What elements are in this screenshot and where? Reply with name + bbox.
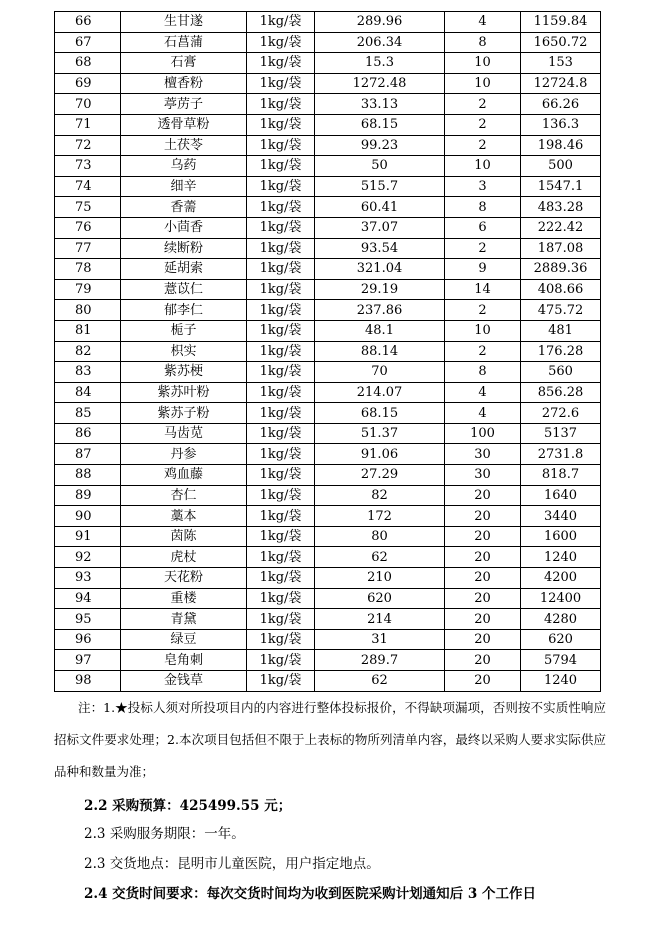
item-name: 石菖蒲 xyxy=(121,32,247,53)
item-total: 176.28 xyxy=(521,341,601,362)
table-row xyxy=(55,506,601,527)
item-unit: 1kg/袋 xyxy=(247,238,315,259)
item-total: 560 xyxy=(521,362,601,383)
table-row xyxy=(55,300,601,321)
item-unit-price: 82 xyxy=(315,485,445,506)
item-unit-price: 210 xyxy=(315,568,445,589)
item-total: 136.3 xyxy=(521,114,601,135)
table-row xyxy=(55,320,601,341)
item-quantity: 20 xyxy=(445,588,521,609)
item-number: 93 xyxy=(55,568,121,589)
table-row xyxy=(55,238,601,259)
item-unit-price: 37.07 xyxy=(315,217,445,238)
item-unit-price: 80 xyxy=(315,526,445,547)
item-quantity: 4 xyxy=(445,12,521,33)
item-quantity: 10 xyxy=(445,53,521,74)
table-row xyxy=(55,444,601,465)
section-delivery-time: 2.4 交货时间要求：每次交货时间均为收到医院采购计划通知后 3 个工作日 xyxy=(84,886,536,902)
item-name: 透骨草粉 xyxy=(121,114,247,135)
item-number: 74 xyxy=(55,176,121,197)
item-unit: 1kg/袋 xyxy=(247,217,315,238)
item-name: 生甘遂 xyxy=(121,12,247,33)
table-row xyxy=(55,629,601,650)
item-quantity: 4 xyxy=(445,382,521,403)
item-unit-price: 51.37 xyxy=(315,423,445,444)
item-number: 73 xyxy=(55,156,121,177)
item-quantity: 20 xyxy=(445,485,521,506)
item-unit: 1kg/袋 xyxy=(247,279,315,300)
item-quantity: 4 xyxy=(445,403,521,424)
item-number: 76 xyxy=(55,217,121,238)
item-quantity: 9 xyxy=(445,259,521,280)
table-row xyxy=(55,279,601,300)
item-number: 71 xyxy=(55,114,121,135)
item-unit: 1kg/袋 xyxy=(247,12,315,33)
item-quantity: 20 xyxy=(445,629,521,650)
item-unit: 1kg/袋 xyxy=(247,403,315,424)
table-row xyxy=(55,176,601,197)
item-unit: 1kg/袋 xyxy=(247,609,315,630)
item-quantity: 8 xyxy=(445,197,521,218)
table-row xyxy=(55,53,601,74)
item-unit: 1kg/袋 xyxy=(247,73,315,94)
item-unit: 1kg/袋 xyxy=(247,526,315,547)
item-number: 78 xyxy=(55,259,121,280)
item-quantity: 20 xyxy=(445,650,521,671)
item-unit-price: 29.19 xyxy=(315,279,445,300)
table-row xyxy=(55,671,601,692)
item-number: 68 xyxy=(55,53,121,74)
item-unit-price: 62 xyxy=(315,547,445,568)
item-total: 475.72 xyxy=(521,300,601,321)
item-name: 藁本 xyxy=(121,506,247,527)
item-name: 薏苡仁 xyxy=(121,279,247,300)
item-name: 石膏 xyxy=(121,53,247,74)
item-quantity: 2 xyxy=(445,300,521,321)
item-unit: 1kg/袋 xyxy=(247,135,315,156)
section-delivery-location: 2.3 交货地点：昆明市儿童医院，用户指定地点。 xyxy=(84,856,380,872)
item-number: 80 xyxy=(55,300,121,321)
item-unit: 1kg/袋 xyxy=(247,444,315,465)
table-row xyxy=(55,568,601,589)
item-unit-price: 620 xyxy=(315,588,445,609)
item-unit-price: 15.3 xyxy=(315,53,445,74)
item-total: 1650.72 xyxy=(521,32,601,53)
item-number: 79 xyxy=(55,279,121,300)
table-row xyxy=(55,609,601,630)
item-number: 85 xyxy=(55,403,121,424)
procurement-table xyxy=(54,11,601,692)
item-quantity: 20 xyxy=(445,568,521,589)
item-quantity: 8 xyxy=(445,32,521,53)
item-total: 187.08 xyxy=(521,238,601,259)
item-number: 98 xyxy=(55,671,121,692)
section-service-period: 2.3 采购服务期限：一年。 xyxy=(84,826,245,842)
item-total: 481 xyxy=(521,320,601,341)
item-number: 69 xyxy=(55,73,121,94)
table-row xyxy=(55,650,601,671)
item-total: 856.28 xyxy=(521,382,601,403)
item-name: 紫苏叶粉 xyxy=(121,382,247,403)
item-name: 葶苈子 xyxy=(121,94,247,115)
item-unit: 1kg/袋 xyxy=(247,506,315,527)
table-footnote: 注：1.★投标人须对所投项目内的内容进行整体投标报价，不得缺项漏项，否则按不实质性响应招标文件要求处理；2.本次项目包括但不限于上表标的物所列清单内容，最终以采购人要求实际供应品种和数量为准； xyxy=(54,700,606,779)
item-unit-price: 33.13 xyxy=(315,94,445,115)
item-number: 81 xyxy=(55,320,121,341)
item-name: 茵陈 xyxy=(121,526,247,547)
item-number: 95 xyxy=(55,609,121,630)
item-number: 96 xyxy=(55,629,121,650)
item-unit: 1kg/袋 xyxy=(247,320,315,341)
item-total: 198.46 xyxy=(521,135,601,156)
table-row xyxy=(55,341,601,362)
item-name: 绿豆 xyxy=(121,629,247,650)
item-unit-price: 70 xyxy=(315,362,445,383)
item-name: 虎杖 xyxy=(121,547,247,568)
item-number: 77 xyxy=(55,238,121,259)
table-row xyxy=(55,423,601,444)
item-unit-price: 62 xyxy=(315,671,445,692)
item-total: 408.66 xyxy=(521,279,601,300)
item-number: 97 xyxy=(55,650,121,671)
item-name: 丹参 xyxy=(121,444,247,465)
item-name: 马齿苋 xyxy=(121,423,247,444)
item-name: 栀子 xyxy=(121,320,247,341)
table-row xyxy=(55,403,601,424)
item-total: 12724.8 xyxy=(521,73,601,94)
table-row xyxy=(55,12,601,33)
item-unit: 1kg/袋 xyxy=(247,53,315,74)
item-total: 1159.84 xyxy=(521,12,601,33)
item-total: 1600 xyxy=(521,526,601,547)
item-name: 金钱草 xyxy=(121,671,247,692)
item-quantity: 20 xyxy=(445,506,521,527)
table-row xyxy=(55,94,601,115)
item-total: 1240 xyxy=(521,547,601,568)
item-number: 72 xyxy=(55,135,121,156)
item-unit: 1kg/袋 xyxy=(247,671,315,692)
item-unit: 1kg/袋 xyxy=(247,629,315,650)
item-unit: 1kg/袋 xyxy=(247,114,315,135)
item-quantity: 2 xyxy=(445,94,521,115)
item-unit: 1kg/袋 xyxy=(247,341,315,362)
item-total: 4200 xyxy=(521,568,601,589)
item-name: 土茯苓 xyxy=(121,135,247,156)
item-unit-price: 206.34 xyxy=(315,32,445,53)
item-quantity: 20 xyxy=(445,526,521,547)
item-total: 222.42 xyxy=(521,217,601,238)
item-unit-price: 515.7 xyxy=(315,176,445,197)
item-unit: 1kg/袋 xyxy=(247,156,315,177)
item-name: 枳实 xyxy=(121,341,247,362)
item-number: 91 xyxy=(55,526,121,547)
item-name: 郁李仁 xyxy=(121,300,247,321)
item-total: 1240 xyxy=(521,671,601,692)
item-quantity: 100 xyxy=(445,423,521,444)
item-unit-price: 214 xyxy=(315,609,445,630)
item-unit-price: 50 xyxy=(315,156,445,177)
item-name: 青黛 xyxy=(121,609,247,630)
item-unit-price: 60.41 xyxy=(315,197,445,218)
item-name: 皂角刺 xyxy=(121,650,247,671)
item-unit: 1kg/袋 xyxy=(247,300,315,321)
item-number: 75 xyxy=(55,197,121,218)
item-unit-price: 1272.48 xyxy=(315,73,445,94)
item-quantity: 2 xyxy=(445,114,521,135)
item-unit: 1kg/袋 xyxy=(247,568,315,589)
item-total: 272.6 xyxy=(521,403,601,424)
item-unit-price: 48.1 xyxy=(315,320,445,341)
item-total: 3440 xyxy=(521,506,601,527)
item-unit: 1kg/袋 xyxy=(247,259,315,280)
item-total: 153 xyxy=(521,53,601,74)
item-name: 杏仁 xyxy=(121,485,247,506)
item-name: 紫苏子粉 xyxy=(121,403,247,424)
item-name: 续断粉 xyxy=(121,238,247,259)
item-number: 88 xyxy=(55,465,121,486)
item-unit: 1kg/袋 xyxy=(247,32,315,53)
item-total: 4280 xyxy=(521,609,601,630)
table-row xyxy=(55,485,601,506)
item-unit: 1kg/袋 xyxy=(247,382,315,403)
item-quantity: 10 xyxy=(445,320,521,341)
item-total: 818.7 xyxy=(521,465,601,486)
item-name: 天花粉 xyxy=(121,568,247,589)
item-number: 89 xyxy=(55,485,121,506)
item-total: 5137 xyxy=(521,423,601,444)
item-unit-price: 68.15 xyxy=(315,403,445,424)
item-name: 鸡血藤 xyxy=(121,465,247,486)
item-quantity: 20 xyxy=(445,609,521,630)
item-total: 500 xyxy=(521,156,601,177)
table-row xyxy=(55,197,601,218)
item-quantity: 2 xyxy=(445,135,521,156)
item-unit-price: 237.86 xyxy=(315,300,445,321)
item-quantity: 10 xyxy=(445,156,521,177)
item-unit: 1kg/袋 xyxy=(247,362,315,383)
item-total: 2731.8 xyxy=(521,444,601,465)
item-unit: 1kg/袋 xyxy=(247,547,315,568)
table-row xyxy=(55,382,601,403)
item-total: 66.26 xyxy=(521,94,601,115)
item-total: 1640 xyxy=(521,485,601,506)
procurement-table-body xyxy=(55,12,601,692)
item-number: 86 xyxy=(55,423,121,444)
item-unit: 1kg/袋 xyxy=(247,588,315,609)
table-row xyxy=(55,156,601,177)
item-total: 12400 xyxy=(521,588,601,609)
item-unit-price: 172 xyxy=(315,506,445,527)
item-name: 紫苏梗 xyxy=(121,362,247,383)
item-quantity: 30 xyxy=(445,444,521,465)
item-unit-price: 99.23 xyxy=(315,135,445,156)
item-unit-price: 321.04 xyxy=(315,259,445,280)
item-quantity: 2 xyxy=(445,238,521,259)
item-total: 620 xyxy=(521,629,601,650)
item-quantity: 8 xyxy=(445,362,521,383)
table-row xyxy=(55,259,601,280)
table-row xyxy=(55,362,601,383)
table-row xyxy=(55,217,601,238)
item-name: 香薷 xyxy=(121,197,247,218)
item-quantity: 30 xyxy=(445,465,521,486)
item-total: 1547.1 xyxy=(521,176,601,197)
item-number: 83 xyxy=(55,362,121,383)
item-unit-price: 93.54 xyxy=(315,238,445,259)
item-name: 重楼 xyxy=(121,588,247,609)
item-unit: 1kg/袋 xyxy=(247,650,315,671)
item-number: 84 xyxy=(55,382,121,403)
section-budget: 2.2 采购预算：425499.55 元； xyxy=(84,798,292,814)
item-unit-price: 31 xyxy=(315,629,445,650)
item-quantity: 14 xyxy=(445,279,521,300)
item-total: 2889.36 xyxy=(521,259,601,280)
item-unit: 1kg/袋 xyxy=(247,176,315,197)
item-quantity: 20 xyxy=(445,671,521,692)
item-number: 90 xyxy=(55,506,121,527)
item-name: 细辛 xyxy=(121,176,247,197)
item-number: 70 xyxy=(55,94,121,115)
item-unit: 1kg/袋 xyxy=(247,94,315,115)
item-quantity: 20 xyxy=(445,547,521,568)
table-row xyxy=(55,547,601,568)
item-unit: 1kg/袋 xyxy=(247,197,315,218)
item-quantity: 3 xyxy=(445,176,521,197)
item-name: 小茴香 xyxy=(121,217,247,238)
table-row xyxy=(55,588,601,609)
item-unit: 1kg/袋 xyxy=(247,465,315,486)
item-number: 82 xyxy=(55,341,121,362)
item-number: 66 xyxy=(55,12,121,33)
table-row xyxy=(55,73,601,94)
item-unit-price: 214.07 xyxy=(315,382,445,403)
item-number: 67 xyxy=(55,32,121,53)
item-quantity: 6 xyxy=(445,217,521,238)
item-quantity: 10 xyxy=(445,73,521,94)
item-unit-price: 68.15 xyxy=(315,114,445,135)
item-total: 483.28 xyxy=(521,197,601,218)
item-unit-price: 91.06 xyxy=(315,444,445,465)
table-row xyxy=(55,114,601,135)
item-number: 92 xyxy=(55,547,121,568)
item-quantity: 2 xyxy=(445,341,521,362)
item-name: 檀香粉 xyxy=(121,73,247,94)
item-unit: 1kg/袋 xyxy=(247,485,315,506)
item-name: 延胡索 xyxy=(121,259,247,280)
table-row xyxy=(55,32,601,53)
table-row xyxy=(55,465,601,486)
item-name: 乌药 xyxy=(121,156,247,177)
item-unit-price: 289.96 xyxy=(315,12,445,33)
item-unit-price: 289.7 xyxy=(315,650,445,671)
table-row xyxy=(55,135,601,156)
item-number: 87 xyxy=(55,444,121,465)
item-number: 94 xyxy=(55,588,121,609)
item-unit-price: 27.29 xyxy=(315,465,445,486)
item-total: 5794 xyxy=(521,650,601,671)
item-unit-price: 88.14 xyxy=(315,341,445,362)
table-row xyxy=(55,526,601,547)
item-unit: 1kg/袋 xyxy=(247,423,315,444)
